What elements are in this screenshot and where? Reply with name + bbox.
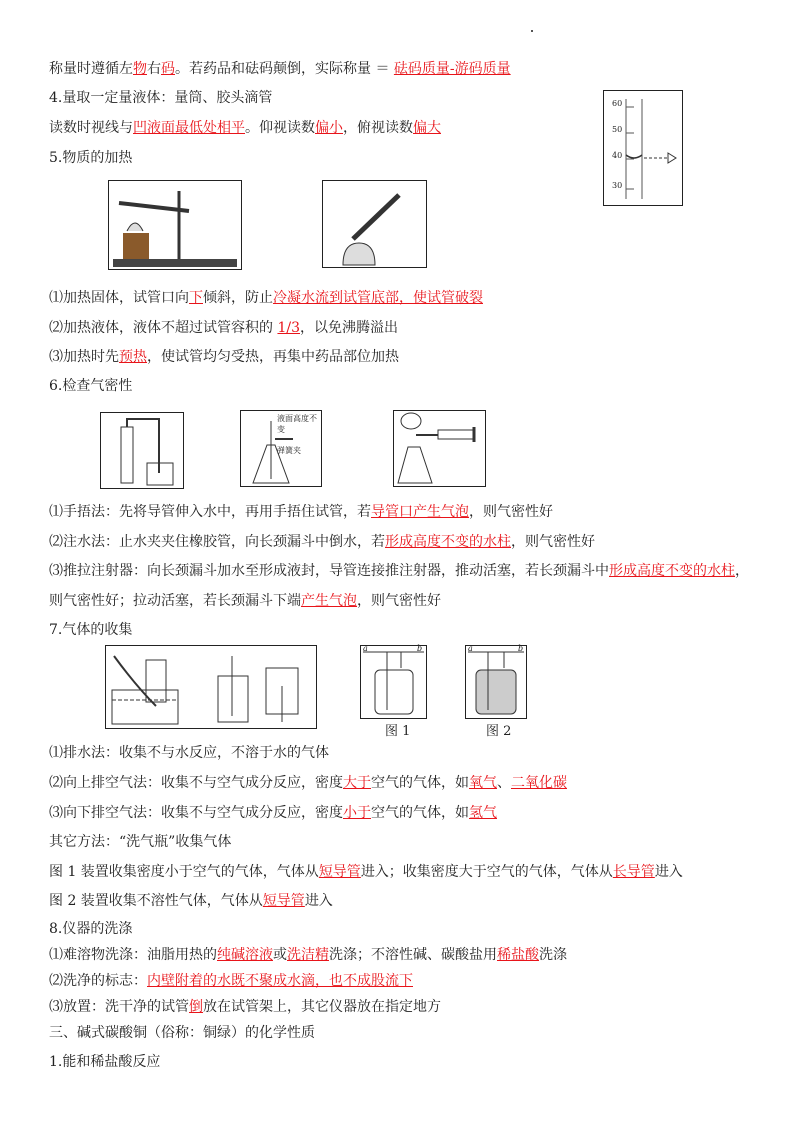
text-line xyxy=(49,1024,315,1042)
text-segment: 1.能和稀盐酸反应 xyxy=(49,1054,161,1070)
hand-warming-method-figure xyxy=(100,412,184,489)
fig2-gas-washing-bottle xyxy=(465,645,527,719)
text-line xyxy=(49,119,441,137)
tick-60: 60 xyxy=(612,99,623,108)
text-line xyxy=(49,149,132,167)
highlighted-answer: 导管口产生气泡 xyxy=(371,504,469,520)
fig2-caption: 图 2 xyxy=(486,724,512,739)
text-line xyxy=(49,972,413,990)
highlighted-answer: 内壁附着的水既不聚成水滴，也不成股流下 xyxy=(147,973,413,989)
text-segment: 洗涤 xyxy=(539,947,567,963)
text-segment: 右 xyxy=(147,61,161,77)
highlighted-answer: 形成高度不变的水柱 xyxy=(385,534,511,550)
highlighted-answer: 长导管 xyxy=(612,864,655,880)
highlighted-answer: 大于 xyxy=(343,775,371,791)
text-segment: 8.仪器的洗涤 xyxy=(49,921,133,937)
port-a-label: a xyxy=(363,644,368,653)
text-segment: 则气密性好；拉动活塞，若长颈漏斗下端 xyxy=(49,593,301,609)
highlighted-answer: 小于 xyxy=(343,805,371,821)
text-line xyxy=(49,804,497,822)
text-line xyxy=(49,774,567,792)
port-b-label: b xyxy=(417,644,423,653)
highlighted-answer: 短导管 xyxy=(318,864,361,880)
heating-liquid-figure xyxy=(322,180,427,268)
text-segment: 放在试管架上，其它仪器放在指定地方 xyxy=(203,999,441,1015)
text-line xyxy=(49,892,333,910)
highlighted-answer: 氧气 xyxy=(469,775,497,791)
highlighted-answer: 洗洁精 xyxy=(287,947,329,963)
text-line xyxy=(49,348,399,366)
highlighted-answer: 形成高度不变的水柱 xyxy=(609,563,735,579)
text-segment: ， xyxy=(735,563,749,579)
text-segment: ，则气密性好 xyxy=(357,593,441,609)
highlighted-answer: 预热 xyxy=(119,349,147,365)
text-segment: ⑴排水法：收集不与水反应，不溶于水的气体 xyxy=(49,745,329,761)
liquid-level-label: 液面高度不变 xyxy=(277,414,317,434)
fig1-caption: 图 1 xyxy=(385,724,411,739)
text-line xyxy=(49,533,595,551)
highlighted-answer: 1/3 xyxy=(277,320,300,336)
measuring-cylinder-figure xyxy=(603,90,683,206)
highlighted-answer: 产生气泡 xyxy=(301,593,357,609)
text-line xyxy=(49,319,398,337)
highlighted-answer: 下 xyxy=(189,290,203,306)
text-segment: 、 xyxy=(497,775,511,791)
text-segment: ⑵注水法：止水夹夹住橡胶管，向长颈漏斗中倒水，若 xyxy=(49,534,385,550)
highlighted-answer: 冷凝水流到试管底部，使试管破裂 xyxy=(273,290,483,306)
text-segment: 进入 xyxy=(304,893,333,909)
text-segment: ⑶向下排空气法：收集不与空气成分反应，密度 xyxy=(49,805,343,821)
text-segment: 图 2 装置收集不溶性气体，气体从 xyxy=(49,893,263,909)
text-segment: ，以免沸腾溢出 xyxy=(299,320,398,336)
highlighted-answer: 纯碱溶液 xyxy=(217,947,273,963)
syringe-method-figure xyxy=(393,410,486,487)
text-segment: 5.物质的加热 xyxy=(49,150,133,166)
water-injection-method-figure xyxy=(240,410,322,487)
text-segment: ，俯视读数 xyxy=(343,120,413,136)
text-segment: 7.气体的收集 xyxy=(49,622,133,638)
text-line xyxy=(49,998,441,1016)
gas-collection-methods-figure xyxy=(105,645,317,729)
text-segment: 倾斜，防止 xyxy=(203,290,273,306)
text-line xyxy=(49,744,329,762)
text-segment: 进入 xyxy=(654,864,683,880)
text-segment: 洗涤；不溶性碱、碳酸盐用 xyxy=(329,947,497,963)
text-line xyxy=(49,60,511,78)
text-segment: 6.检查气密性 xyxy=(49,378,133,394)
text-line xyxy=(49,89,272,107)
port-a-label: a xyxy=(468,644,473,653)
spring-clip-label: 弹簧夹 xyxy=(277,446,301,455)
text-segment: 或 xyxy=(273,947,287,963)
text-segment: ⑴手捂法：先将导管伸入水中，再用手捂住试管，若 xyxy=(49,504,371,520)
text-segment: ⑵加热液体，液体不超过试管容积的 xyxy=(49,320,278,336)
text-segment: 空气的气体，如 xyxy=(371,775,469,791)
highlighted-answer: 稀盐酸 xyxy=(497,947,539,963)
text-line xyxy=(49,1053,160,1071)
text-line xyxy=(49,592,441,610)
tick-30: 30 xyxy=(612,181,623,190)
text-line xyxy=(49,289,483,307)
text-line xyxy=(49,946,567,964)
text-segment: ⑶推拉注射器：向长颈漏斗加水至形成液封，导管连接推注射器，推动活塞，若长颈漏斗中 xyxy=(49,563,609,579)
highlighted-answer: 码 xyxy=(161,61,175,77)
text-segment: ，则气密性好 xyxy=(469,504,553,520)
tick-40: 40 xyxy=(612,151,623,160)
text-segment: 三、碱式碳酸铜（俗称：铜绿）的化学性质 xyxy=(49,1025,315,1041)
text-segment: ⑵向上排空气法：收集不与空气成分反应，密度 xyxy=(49,775,343,791)
text-segment: 图 1 装置收集密度小于空气的气体，气体从 xyxy=(49,864,319,880)
text-segment: 空气的气体，如 xyxy=(371,805,469,821)
text-segment: 其它方法：“洗气瓶”收集气体 xyxy=(49,834,232,850)
text-segment: ，则气密性好 xyxy=(511,534,595,550)
highlighted-answer: 氢气 xyxy=(469,805,497,821)
highlighted-answer: 偏小 xyxy=(315,120,343,136)
port-b-label: b xyxy=(518,644,524,653)
text-segment: ⑶放置：洗干净的试管 xyxy=(49,999,189,1015)
text-segment: 称量时遵循左 xyxy=(49,61,133,77)
text-line xyxy=(49,562,749,580)
text-line xyxy=(49,920,132,938)
text-line xyxy=(49,863,683,881)
page-mark xyxy=(531,30,533,32)
text-line xyxy=(49,621,132,639)
text-segment: ，使试管均匀受热，再集中药品部位加热 xyxy=(147,349,399,365)
tick-50: 50 xyxy=(612,125,623,134)
text-segment: 进入；收集密度大于空气的气体，气体从 xyxy=(360,864,613,880)
highlighted-answer: 凹液面最低处相平 xyxy=(133,120,245,136)
text-segment: ⑴难溶物洗涤：油脂用热的 xyxy=(49,947,217,963)
highlighted-answer: 短导管 xyxy=(262,893,305,909)
text-segment: ⑶加热时先 xyxy=(49,349,119,365)
text-segment: 读数时视线与 xyxy=(49,120,133,136)
text-segment: 。仰视读数 xyxy=(245,120,315,136)
highlighted-answer: 二氧化碳 xyxy=(511,775,567,791)
text-segment: 。若药品和砝码颠倒，实际称量 ＝ xyxy=(175,61,394,77)
text-line xyxy=(49,503,553,521)
fig1-gas-washing-bottle xyxy=(360,645,427,719)
highlighted-answer: 偏大 xyxy=(413,120,441,136)
highlighted-answer: 物 xyxy=(133,61,147,77)
text-line xyxy=(49,377,132,395)
heating-solid-figure xyxy=(108,180,242,270)
text-segment: 4.量取一定量液体：量筒、胶头滴管 xyxy=(49,90,273,106)
text-segment: ⑴加热固体，试管口向 xyxy=(49,290,189,306)
text-line xyxy=(49,833,231,851)
highlighted-answer: 倒 xyxy=(189,999,203,1015)
highlighted-answer: 砝码质量-游码质量 xyxy=(393,61,511,77)
text-segment: ⑵洗净的标志： xyxy=(49,973,147,989)
